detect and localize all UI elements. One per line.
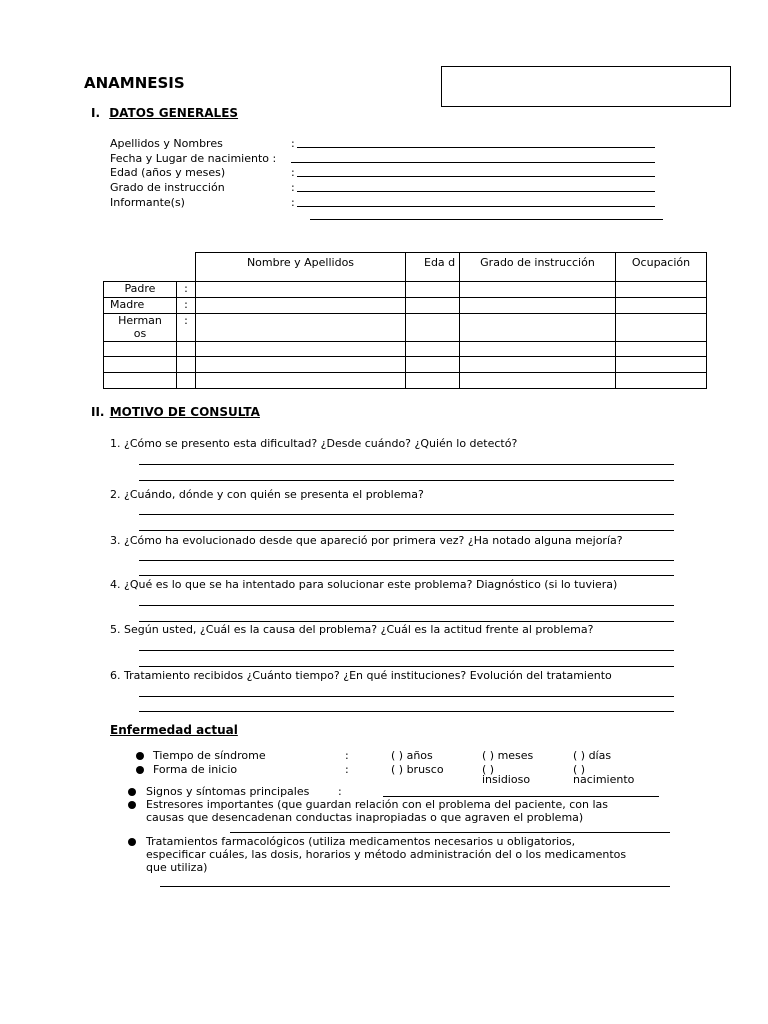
answer-line[interactable]	[139, 650, 674, 651]
option-meses[interactable]: ( ) meses	[482, 749, 534, 762]
section-2-number: II.	[91, 405, 105, 419]
answer-line[interactable]	[139, 666, 674, 667]
option-nacimiento-label: nacimiento	[573, 773, 635, 786]
cell-grado[interactable]	[460, 357, 616, 373]
tratamientos-line2: especificar cuáles, las dosis, horarios y método administración del o los medicamentos	[146, 848, 627, 861]
cell-nombre[interactable]	[196, 357, 406, 373]
header-box	[441, 66, 731, 107]
cell-nombre[interactable]	[196, 342, 406, 357]
cell-edad[interactable]	[406, 373, 460, 389]
estresores-line1: Estresores importantes (que guardan relación con el problema del paciente, con las	[146, 798, 609, 811]
cell-ocupacion[interactable]	[616, 373, 707, 389]
cell-ocupacion[interactable]	[616, 282, 707, 298]
tratamientos-line1: Tratamientos farmacológicos (utiliza medicamentos necesarios u obligatorios,	[146, 835, 576, 848]
table-row-padre	[104, 282, 707, 298]
answer-line[interactable]	[139, 530, 674, 531]
field-line-grado[interactable]	[297, 191, 655, 192]
answer-line[interactable]	[139, 696, 674, 697]
row-label	[104, 373, 177, 389]
tratamientos-line3: que utiliza)	[146, 861, 208, 874]
row-colon: :	[177, 298, 196, 314]
row-colon: :	[177, 314, 196, 342]
answer-line[interactable]	[139, 711, 674, 712]
answer-line[interactable]	[139, 514, 674, 515]
cell-ocupacion[interactable]	[616, 342, 707, 357]
row-colon: :	[177, 282, 196, 298]
field-line-informante[interactable]	[297, 206, 655, 207]
section-2-title: MOTIVO DE CONSULTA	[109, 405, 260, 419]
tiempo-colon: :	[345, 749, 349, 762]
cell-grado[interactable]	[460, 314, 616, 342]
field-label-edad: Edad (años y meses)	[110, 166, 226, 179]
tratamientos-line[interactable]	[160, 886, 670, 887]
field-colon: :	[291, 181, 295, 194]
table-row-hermanos	[104, 314, 707, 342]
row-label: Herman os	[104, 314, 177, 342]
cell-edad[interactable]	[406, 314, 460, 342]
table-row	[104, 373, 707, 389]
option-nacimiento-box[interactable]: ( )	[573, 763, 586, 776]
field-colon: :	[291, 137, 295, 150]
option-dias[interactable]: ( ) días	[573, 749, 612, 762]
table-row-madre	[104, 298, 707, 314]
option-brusco[interactable]: ( ) brusco	[391, 763, 444, 776]
cell-edad[interactable]	[406, 342, 460, 357]
header-nombre: Nombre y Apellidos	[196, 253, 406, 282]
section-1-number: I.	[91, 106, 101, 120]
field-line-apellidos[interactable]	[297, 147, 655, 148]
row-colon	[177, 357, 196, 373]
cell-grado[interactable]	[460, 298, 616, 314]
header-ocupacion: Ocupación	[616, 253, 707, 282]
question-6: 6. Tratamiento recibidos ¿Cuánto tiempo? ¿En qué instituciones? Evolución del tratamiento	[110, 669, 612, 682]
question-1: 1. ¿Cómo se presento esta dificultad? ¿Desde cuándo? ¿Quién lo detectó?	[110, 437, 518, 450]
table-row	[104, 342, 707, 357]
option-insidioso-box[interactable]: ( )	[482, 763, 495, 776]
option-insidioso-label: insidioso	[482, 773, 531, 786]
cell-grado[interactable]	[460, 373, 616, 389]
table-corner	[104, 253, 196, 282]
answer-line[interactable]	[139, 560, 674, 561]
row-label: Madre	[104, 298, 177, 314]
header-grado: Grado de instrucción	[460, 253, 616, 282]
bullet-icon	[128, 801, 136, 809]
row-label: Padre	[104, 282, 177, 298]
cell-nombre[interactable]	[196, 314, 406, 342]
cell-nombre[interactable]	[196, 373, 406, 389]
forma-label: Forma de inicio	[153, 763, 238, 776]
bullet-icon	[136, 752, 144, 760]
section-1-title: DATOS GENERALES	[109, 106, 239, 120]
row-label	[104, 357, 177, 373]
bullet-icon	[128, 788, 136, 796]
family-table	[103, 252, 707, 389]
answer-line[interactable]	[139, 575, 674, 576]
document-title: ANAMNESIS	[84, 74, 185, 92]
cell-ocupacion[interactable]	[616, 357, 707, 373]
cell-nombre[interactable]	[196, 282, 406, 298]
row-colon	[177, 373, 196, 389]
tiempo-label: Tiempo de síndrome	[153, 749, 266, 762]
cell-edad[interactable]	[406, 282, 460, 298]
cell-grado[interactable]	[460, 282, 616, 298]
cell-ocupacion[interactable]	[616, 298, 707, 314]
field-line-edad[interactable]	[297, 176, 655, 177]
field-label-informante: Informante(s)	[110, 196, 185, 209]
enfermedad-heading: Enfermedad actual	[110, 723, 238, 737]
field-line-informante-2[interactable]	[310, 219, 663, 220]
bullet-icon	[136, 766, 144, 774]
signos-colon: :	[338, 785, 342, 798]
row-colon	[177, 342, 196, 357]
cell-grado[interactable]	[460, 342, 616, 357]
estresores-line[interactable]	[230, 832, 670, 833]
answer-line[interactable]	[139, 480, 674, 481]
table-row	[104, 357, 707, 373]
field-label-grado: Grado de instrucción	[110, 181, 225, 194]
row-label	[104, 342, 177, 357]
cell-ocupacion[interactable]	[616, 314, 707, 342]
cell-nombre[interactable]	[196, 298, 406, 314]
forma-colon: :	[345, 763, 349, 776]
question-3: 3. ¿Cómo ha evolucionado desde que apareció por primera vez? ¿Ha notado alguna mejoría?	[110, 534, 623, 547]
estresores-line2: causas que desencadenan conductas inapropiadas o que agraven el problema)	[146, 811, 584, 824]
section-2-heading	[91, 405, 260, 419]
answer-line[interactable]	[139, 605, 674, 606]
header-edad: Eda d	[406, 253, 460, 282]
signos-line[interactable]	[383, 796, 659, 797]
question-2: 2. ¿Cuándo, dónde y con quién se presenta el problema?	[110, 488, 424, 501]
option-anos[interactable]: ( ) años	[391, 749, 433, 762]
field-label-apellidos: Apellidos y Nombres	[110, 137, 223, 150]
table-header-row	[104, 253, 707, 282]
question-4: 4. ¿Qué es lo que se ha intentado para solucionar este problema? Diagnóstico (si lo tuviera)	[110, 578, 618, 591]
cell-edad[interactable]	[406, 357, 460, 373]
section-1-heading	[91, 106, 238, 120]
field-colon: :	[291, 166, 295, 179]
cell-edad[interactable]	[406, 298, 460, 314]
field-colon: :	[291, 196, 295, 209]
answer-line[interactable]	[139, 621, 674, 622]
answer-line[interactable]	[139, 464, 674, 465]
question-5: 5. Según usted, ¿Cuál es la causa del problema? ¿Cuál es la actitud frente al problema?	[110, 623, 594, 636]
field-label-fecha: Fecha y Lugar de nacimiento :	[110, 152, 277, 165]
field-line-fecha[interactable]	[291, 162, 655, 163]
bullet-icon	[128, 838, 136, 846]
signos-label: Signos y síntomas principales	[146, 785, 310, 798]
